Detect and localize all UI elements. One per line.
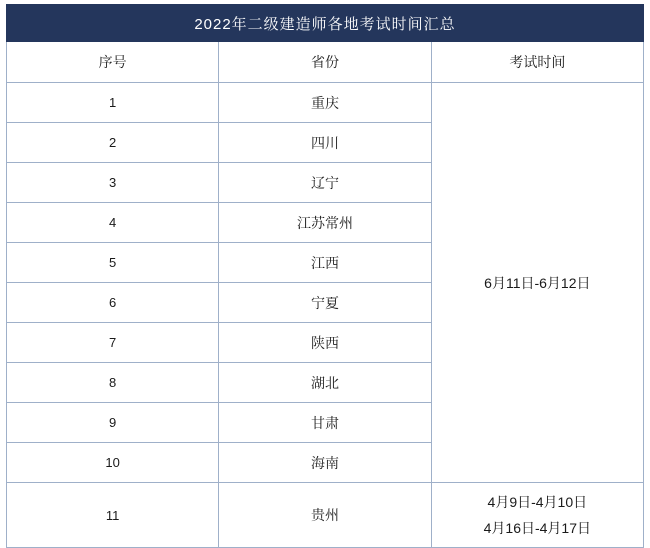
row-number: 9	[7, 403, 219, 443]
table-header-row	[7, 42, 644, 83]
row-province: 贵州	[219, 483, 431, 548]
row-province: 陕西	[219, 323, 431, 363]
table-title-row	[7, 5, 644, 42]
merged-exam-time: 6月11日-6月12日	[431, 83, 643, 483]
row-province: 宁夏	[219, 283, 431, 323]
row-number: 6	[7, 283, 219, 323]
table-title: 2022年二级建造师各地考试时间汇总	[7, 5, 644, 42]
row-number: 10	[7, 443, 219, 483]
row-province: 湖北	[219, 363, 431, 403]
exam-time-line-2: 4月16日-4月17日	[483, 520, 592, 536]
table-row	[7, 483, 644, 548]
row-province: 甘肃	[219, 403, 431, 443]
row-number: 8	[7, 363, 219, 403]
column-header-no: 序号	[7, 42, 219, 83]
row-province: 辽宁	[219, 163, 431, 203]
row-province: 四川	[219, 123, 431, 163]
table-row	[7, 83, 644, 123]
row-exam-time	[431, 483, 643, 548]
row-number: 11	[7, 483, 219, 548]
row-number: 1	[7, 83, 219, 123]
row-province: 海南	[219, 443, 431, 483]
row-province: 重庆	[219, 83, 431, 123]
row-number: 7	[7, 323, 219, 363]
row-number: 2	[7, 123, 219, 163]
column-header-exam-time: 考试时间	[431, 42, 643, 83]
column-header-province: 省份	[219, 42, 431, 83]
row-number: 5	[7, 243, 219, 283]
exam-schedule-table	[6, 4, 644, 548]
row-number: 4	[7, 203, 219, 243]
row-number: 3	[7, 163, 219, 203]
row-province: 江西	[219, 243, 431, 283]
row-province: 江苏常州	[219, 203, 431, 243]
exam-time-line-1: 4月9日-4月10日	[487, 494, 588, 510]
